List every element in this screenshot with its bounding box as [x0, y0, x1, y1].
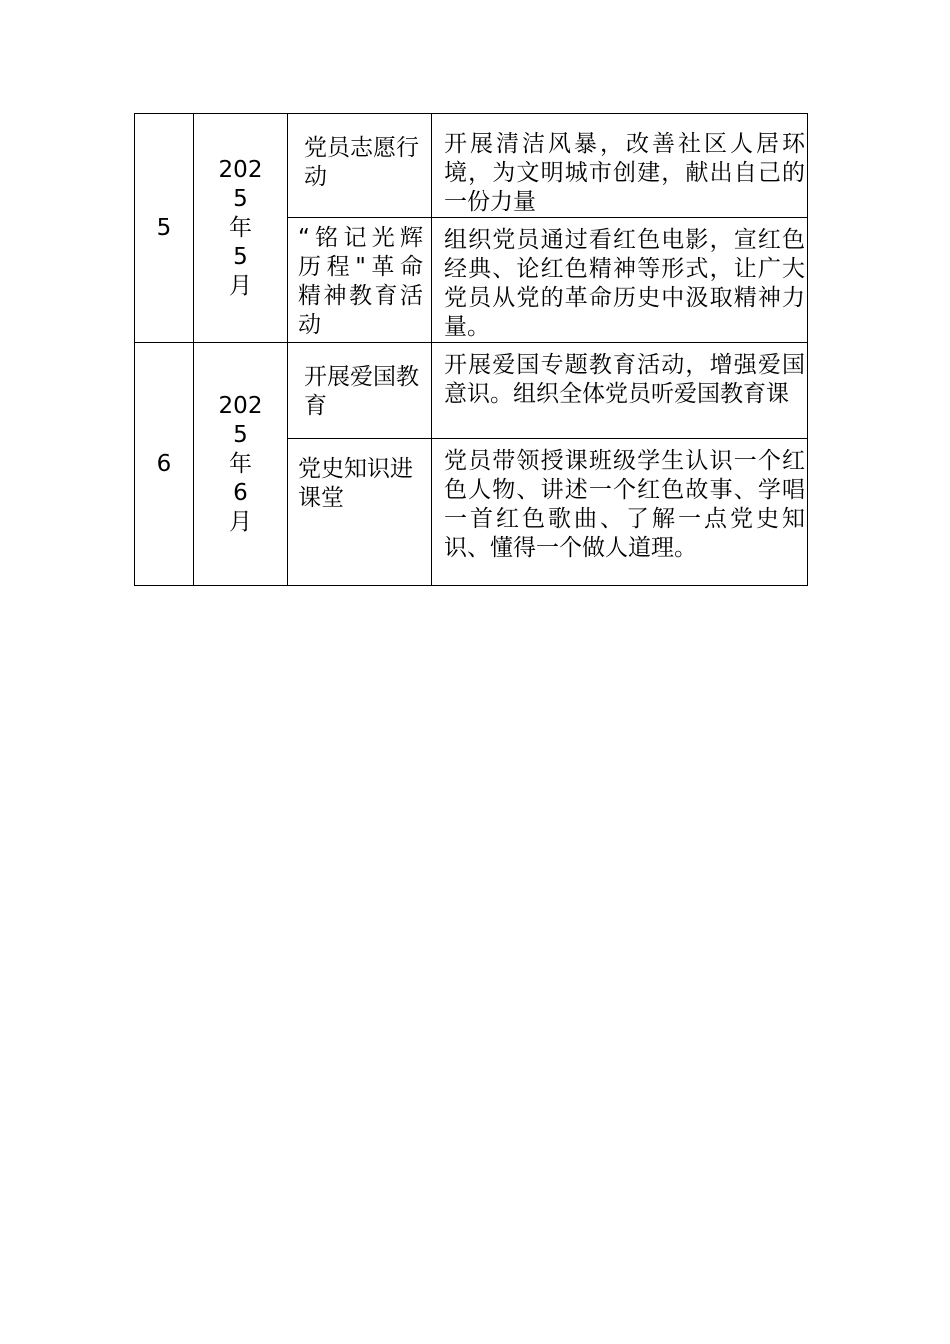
- date-part: 5: [233, 185, 248, 212]
- activity-content: 开展爱国专题教育活动，增强爱国意识。组织全体党员听爱国教育课: [432, 343, 808, 439]
- activity-content: 开展清洁风暴，改善社区人居环境，为文明城市创建，献出自己的一份力量: [432, 114, 808, 218]
- activity-name: 开展爱国教育: [288, 343, 432, 439]
- activity-content: 党员带领授课班级学生认识一个红色人物、讲述一个红色故事、学唱一首红色歌曲、了解一点党史知识、懂得一个做人道理。: [432, 439, 808, 586]
- date-part: 月: [229, 508, 252, 535]
- date-part: 202: [218, 156, 263, 183]
- date-part: 5: [233, 243, 248, 270]
- table-row: [135, 343, 808, 439]
- month-date: [194, 114, 288, 343]
- row-number: 6: [135, 343, 194, 586]
- activity-name: “铭记光辉历程"革命精神教育活动: [288, 218, 432, 343]
- activity-name: 党史知识进课堂: [288, 439, 432, 586]
- activity-name: 党员志愿行动: [288, 114, 432, 218]
- date-part: 5: [233, 421, 248, 448]
- activity-schedule-table: [134, 113, 808, 586]
- date-part: 月: [229, 272, 252, 299]
- month-date: [194, 343, 288, 586]
- date-part: 年: [229, 450, 252, 477]
- table-row: [135, 114, 808, 218]
- date-part: 6: [233, 479, 248, 506]
- activity-content: 组织党员通过看红色电影，宣红色经典、论红色精神等形式，让广大党员从党的革命历史中汲取精神力量。: [432, 218, 808, 343]
- date-part: 年: [229, 214, 252, 241]
- date-part: 202: [218, 392, 263, 419]
- row-number: 5: [135, 114, 194, 343]
